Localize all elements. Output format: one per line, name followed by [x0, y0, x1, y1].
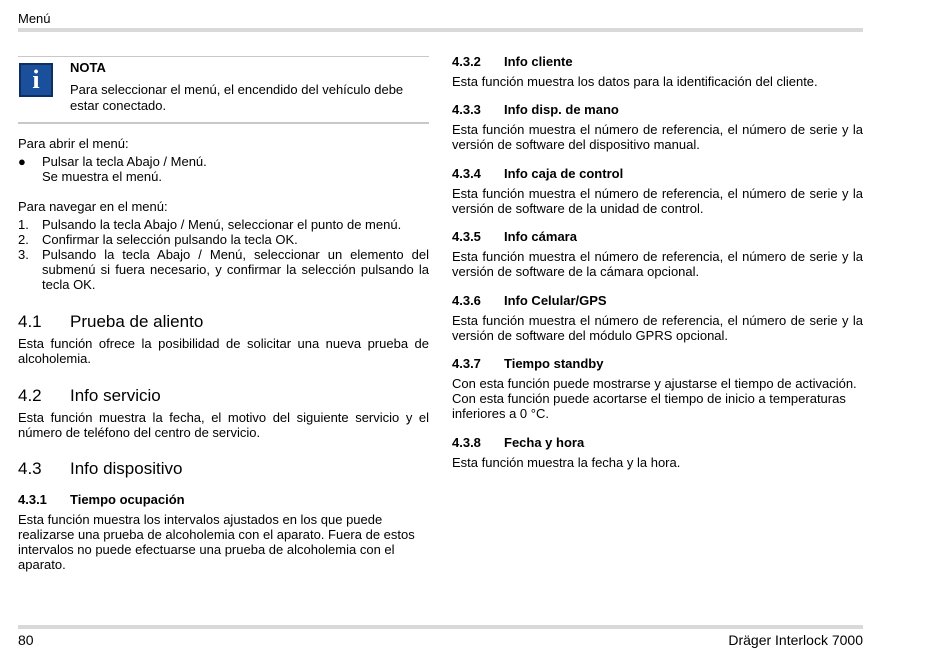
- subsection-heading: [452, 54, 573, 69]
- navigate-intro: Para navegar en el menú:: [18, 199, 168, 214]
- open-menu-result: Se muestra el menú.: [42, 169, 162, 184]
- open-menu-intro: Para abrir el menú:: [18, 136, 129, 151]
- section-number: 4.1: [18, 312, 42, 331]
- page-number: 80: [18, 632, 34, 648]
- section-title: Info servicio: [70, 386, 161, 405]
- subsection-number: 4.3.2: [452, 54, 481, 69]
- section-body: Esta función ofrece la posibilidad de solicitar una nueva prueba de alcoholemia.: [18, 336, 429, 366]
- step-number: 1.: [18, 217, 29, 232]
- note-title: NOTA: [70, 60, 106, 75]
- running-head: Menú: [18, 11, 51, 26]
- subsection-heading: [452, 166, 623, 181]
- section-heading: [18, 312, 203, 332]
- subsection-heading: [452, 435, 584, 450]
- section-heading: [18, 459, 182, 479]
- subsection-number: 4.3.7: [452, 356, 481, 371]
- info-icon: i: [19, 63, 53, 97]
- subsection-body: Esta función muestra los datos para la identificación del cliente.: [452, 74, 818, 89]
- subsection-body: Esta función muestra el número de referencia, el número de serie y la versión de software del módulo GPRS opcional.: [452, 313, 863, 343]
- subsection-title: Info cámara: [504, 229, 577, 244]
- footer-rule: [18, 625, 863, 629]
- subsection-body: Esta función muestra el número de referencia, el número de serie y la versión de software del dispositivo manual.: [452, 122, 863, 152]
- subsection-heading: [452, 102, 619, 117]
- subsection-title: Info cliente: [504, 54, 573, 69]
- subsection-title: Info caja de control: [504, 166, 624, 181]
- step-number: 2.: [18, 232, 29, 247]
- subsection-title: Info disp. de mano: [504, 102, 619, 117]
- subsection-body: Esta función muestra los intervalos ajustados en los que puede realizarse una prueba de alcoholemia con el aparato. Fuera de estos intervalos no puede efectuarse una prueba de alcoholemia con el aparato.: [18, 512, 415, 572]
- section-title: Prueba de aliento: [70, 312, 204, 331]
- subsection-title: Info Celular/GPS: [504, 293, 607, 308]
- subsection-number: 4.3.8: [452, 435, 481, 450]
- subsection-number: 4.3.5: [452, 229, 481, 244]
- subsection-number: 4.3.1: [18, 492, 47, 507]
- subsection-number: 4.3.6: [452, 293, 481, 308]
- section-body: Esta función muestra la fecha, el motivo del siguiente servicio y el número de teléfono del centro de servicio.: [18, 410, 429, 440]
- section-number: 4.2: [18, 386, 42, 405]
- subsection-body: Esta función muestra el número de referencia, el número de serie y la versión de software de la unidad de control.: [452, 186, 863, 216]
- note-box: [18, 56, 429, 124]
- subsection-body: Esta función muestra la fecha y la hora.: [452, 455, 681, 470]
- section-title: Info dispositivo: [70, 459, 183, 478]
- section-heading: [18, 386, 161, 406]
- subsection-body: Con esta función puede mostrarse y ajustarse el tiempo de activación. Con esta función puede acortarse el tiempo de inicio a temperaturas inferiores a 0 °C.: [452, 376, 857, 421]
- subsection-title: Tiempo standby: [504, 356, 604, 371]
- step-text: Pulsando la tecla Abajo / Menú, seleccionar un elemento del submenú si fuera necesario, y confirmar la selección pulsando la tecla OK.: [42, 247, 429, 292]
- note-text: Para seleccionar el menú, el encendido del vehículo debe estar conectado.: [70, 82, 404, 113]
- subsection-heading: [452, 293, 607, 308]
- subsection-title: Fecha y hora: [504, 435, 585, 450]
- section-number: 4.3: [18, 459, 42, 478]
- step-text: Confirmar la selección pulsando la tecla OK.: [42, 232, 298, 247]
- step-text: Pulsando la tecla Abajo / Menú, seleccionar el punto de menú.: [42, 217, 402, 232]
- subsection-number: 4.3.3: [452, 102, 481, 117]
- bullet-dot: ●: [18, 154, 26, 169]
- subsection-heading: [452, 229, 577, 244]
- navigate-steps: [18, 217, 429, 292]
- step-number: 3.: [18, 247, 29, 262]
- open-menu-bullet-text: Pulsar la tecla Abajo / Menú.: [42, 154, 207, 169]
- step-item: [18, 217, 429, 232]
- subsection-title: Tiempo ocupación: [70, 492, 185, 507]
- header-rule: [18, 28, 863, 32]
- open-menu-bullet: [18, 154, 429, 184]
- subsection-number: 4.3.4: [452, 166, 481, 181]
- step-item: [18, 232, 429, 247]
- subsection-body: Esta función muestra el número de referencia, el número de serie y la versión de software de la cámara opcional.: [452, 249, 863, 279]
- subsection-heading: [452, 356, 603, 371]
- step-item: [18, 247, 429, 292]
- product-name: Dräger Interlock 7000: [728, 632, 863, 648]
- subsection-heading: [18, 492, 185, 507]
